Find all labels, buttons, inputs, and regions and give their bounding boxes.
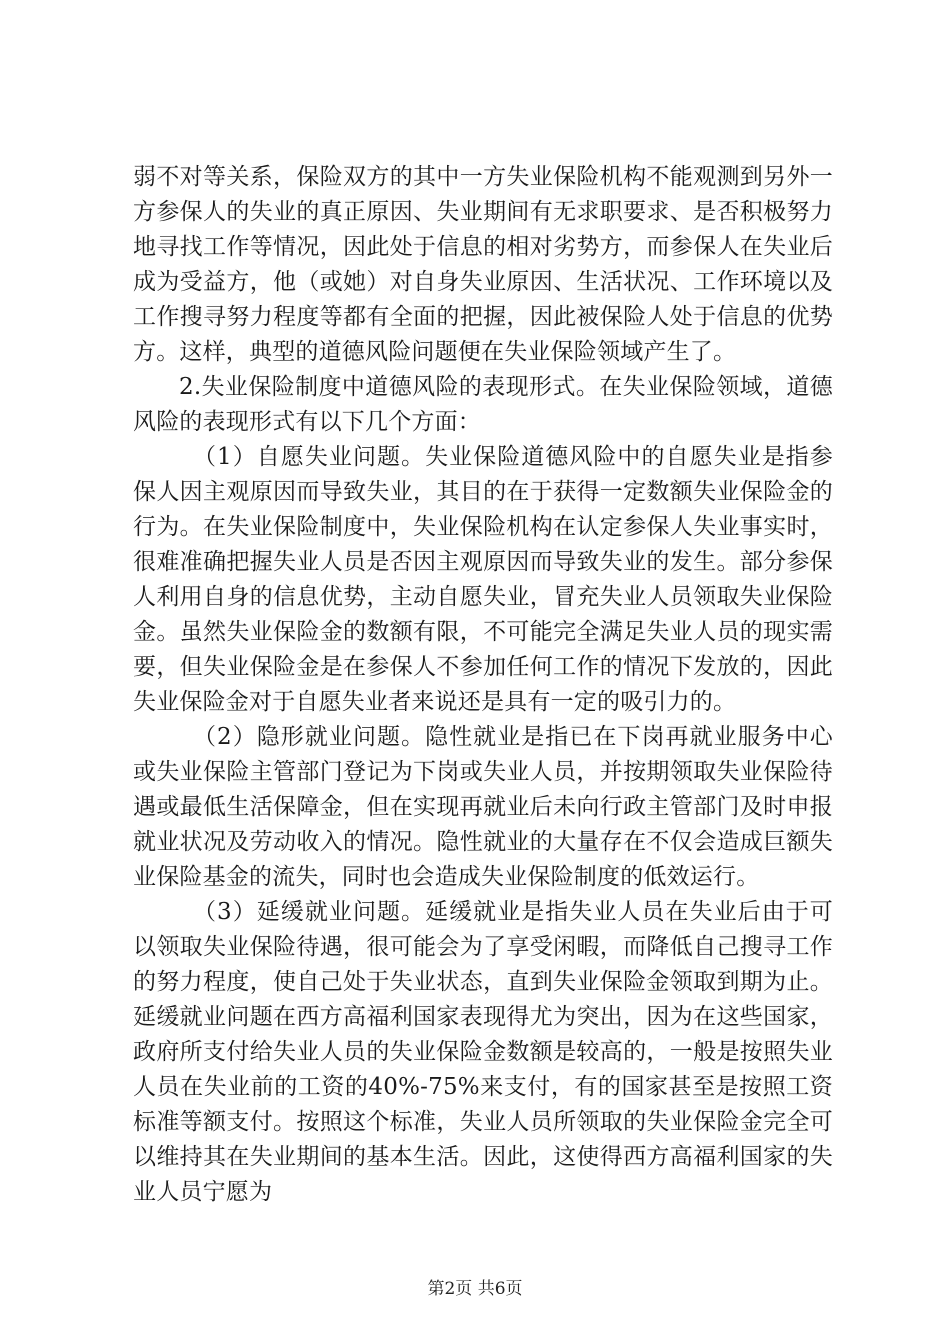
- paragraph-delayed-employment: （3）延缓就业问题。延缓就业是指失业人员在失业后由于可以领取失业保险待遇，很可能会为了享受闲暇，而降低自己搜寻工作的努力程度，使自己处于失业状态，直到失业保险金领取到期为止。延缓就业问题在西方高福利国家表现得尤为突出，因为在这些国家，政府所支付给失业人员的失业保险金数额是较高的，一般是按照失业人员在失业前的工资的40%-75%来支付，有的国家甚至是按照工资标准等额支付。按照这个标准，失业人员所领取的失业保险金完全可以维持其在失业期间的基本生活。因此，这使得西方高福利国家的失业人员宁愿为: [133, 899, 833, 1205]
- paragraph-hidden-employment: （2）隐形就业问题。隐性就业是指已在下岗再就业服务中心或失业保险主管部门登记为下岗或失业人员，并按期领取失业保险待遇或最低生活保障金，但在实现再就业后未向行政主管部门及时申报就业状况及劳动收入的情况。隐性就业的大量存在不仅会造成巨额失业保险基金的流失，同时也会造成失业保险制度的低效运行。: [133, 724, 833, 890]
- paragraph-voluntary-unemployment: （1）自愿失业问题。失业保险道德风险中的自愿失业是指参保人因主观原因而导致失业，其目的在于获得一定数额失业保险金的行为。在失业保险制度中，失业保险机构在认定参保人失业事实时，很难准确把握失业人员是否因主观原因而导致失业的发生。部分参保人利用自身的信息优势，主动自愿失业，冒充失业人员领取失业保险金。虽然失业保险金的数额有限，不可能完全满足失业人员的现实需要，但失业保险金是在参保人不参加任何工作的情况下发放的，因此失业保险金对于自愿失业者来说还是具有一定的吸引力的。: [133, 444, 833, 715]
- paragraph-moral-hazard-forms: 2.失业保险制度中道德风险的表现形式。在失业保险领域，道德风险的表现形式有以下几个方面：: [133, 374, 833, 435]
- paragraph-continuation: 弱不对等关系，保险双方的其中一方失业保险机构不能观测到另外一方参保人的失业的真正原因、失业期间有无求职要求、是否积极努力地寻找工作等情况，因此处于信息的相对劣势方，而参保人在失业后成为受益方，他（或她）对自身失业原因、生活状况、工作环境以及工作搜寻努力程度等都有全面的把握，因此被保险人处于信息的优势方。这样，典型的道德风险问题便在失业保险领域产生了。: [133, 164, 833, 365]
- page-number-footer: 第2页 共6页: [427, 1279, 523, 1299]
- document-body: [133, 160, 833, 1210]
